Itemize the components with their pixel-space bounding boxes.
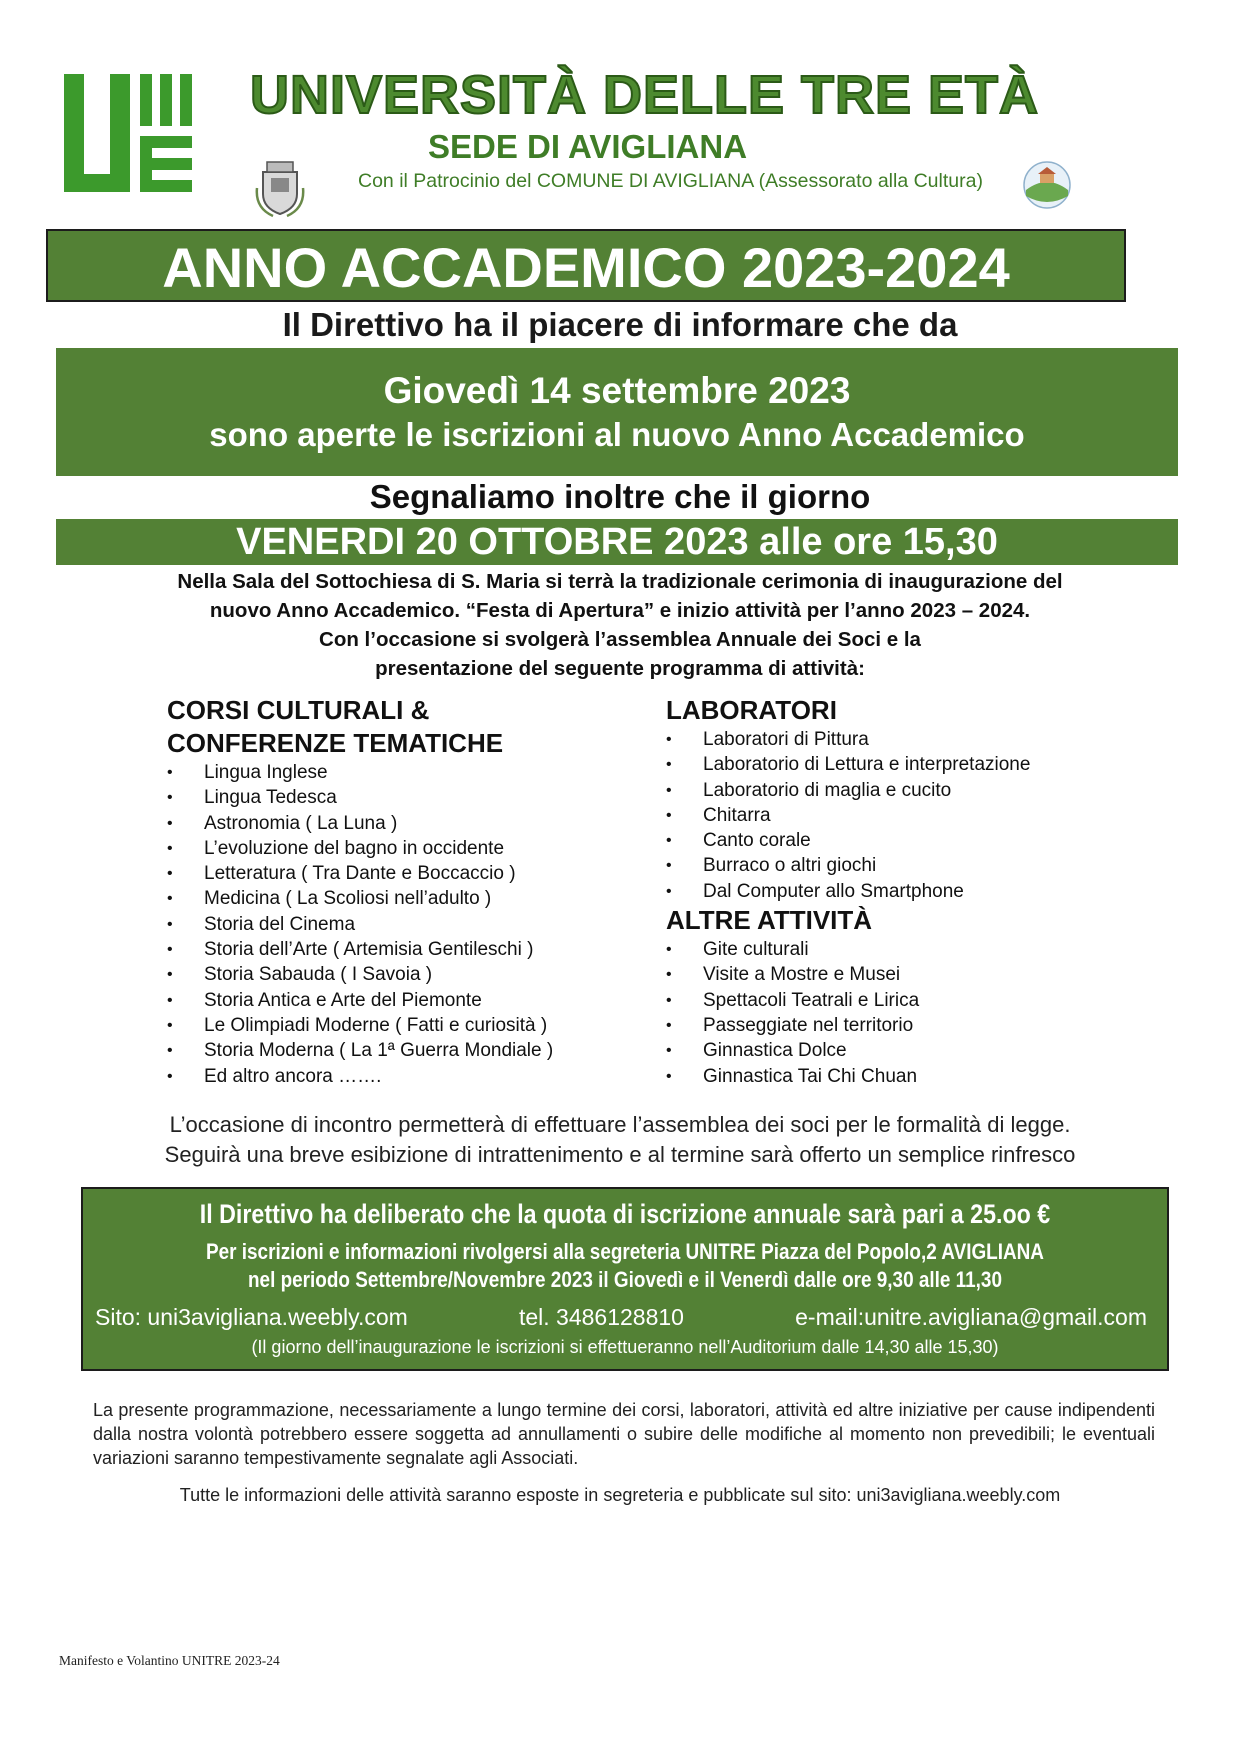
contacts-row: [83, 1304, 1167, 1331]
list-item: • Storia Moderna ( La 1ª Guerra Mondiale ): [167, 1038, 687, 1063]
inauguration-note: (Il giorno dell’inaugurazione le iscrizioni si effettueranno nell’Auditorium dalle 14,30 alle 15,30): [251, 1337, 999, 1357]
patrocinio-text: Con il Patrocinio del COMUNE DI AVIGLIANA (Assessorato alla Cultura): [358, 170, 983, 192]
fee-text: Il Direttivo ha deliberato che la quota di iscrizione annuale sarà pari a 25.oo €: [199, 1199, 1051, 1229]
list-item: • Ginnastica Dolce: [666, 1038, 1186, 1063]
list-item: • Astronomia ( La Luna ): [167, 811, 687, 836]
info-line-1: Per iscrizioni e informazioni rivolgersi alla segreteria UNITRE Piazza del Popolo,2 AVIGLIANA: [206, 1239, 1044, 1264]
list-item: • Le Olimpiadi Moderne ( Fatti e curiosità ): [167, 1013, 687, 1038]
avigliana-seal-icon: [1020, 160, 1074, 210]
academic-year-banner: ANNO ACCADEMICO 2023-2024: [46, 229, 1126, 302]
courses-column: [167, 694, 687, 1089]
list-item: • Storia del Cinema: [167, 912, 687, 937]
final-info-text: Tutte le informazioni delle attività saranno esposte in segreteria e pubblicate sul sito: uni3avigliana.weebly.com: [179, 1485, 1061, 1505]
comune-crest-icon: [253, 158, 307, 218]
segnaliamo-heading: Segnaliamo inoltre che il giorno: [369, 478, 871, 515]
disclaimer-text: La presente programmazione, necessariamente a lungo termine dei corsi, laboratori, attività ed altre iniziative per cause indipendenti dalla nostra volontà potrebbero essere soggetta ad annullamenti o subire delle modifiche al momento non prevedibili; le eventuali variazioni saranno tempestivamente segnalate agli Associati.: [93, 1400, 1155, 1468]
list-item: • Storia Antica e Arte del Piemonte: [167, 988, 687, 1013]
closing-paragraph: [0, 1110, 1240, 1170]
inauguration-date-banner: VENERDI 20 OTTOBRE 2023 alle ore 15,30: [56, 519, 1178, 565]
labs-list: [666, 727, 1186, 904]
courses-heading-2: CONFERENZE TEMATICHE: [167, 728, 504, 758]
courses-heading: CORSI CULTURALI &: [167, 695, 430, 725]
list-item: • Lingua Inglese: [167, 760, 687, 785]
phone-link[interactable]: tel. 3486128810: [518, 1304, 684, 1330]
website-link[interactable]: Sito: uni3avigliana.weebly.com: [95, 1304, 408, 1330]
labs-heading: LABORATORI: [666, 695, 837, 725]
footer-text: Manifesto e Volantino UNITRE 2023-24: [59, 1653, 280, 1668]
list-item: • Laboratori di Pittura: [666, 727, 1186, 752]
list-item: • Storia Sabauda ( I Savoia ): [167, 962, 687, 987]
description-line: nuovo Anno Accademico. “Festa di Apertura” e inizio attività per l’anno 2023 – 2024.: [209, 599, 1031, 622]
list-item: • L’evoluzione del bagno in occidente: [167, 836, 687, 861]
list-item: • Lingua Tedesca: [167, 785, 687, 810]
sede-subtitle: SEDE DI AVIGLIANA: [428, 128, 748, 165]
description-paragraph: [60, 567, 1180, 683]
description-line: presentazione del seguente programma di attività:: [375, 657, 865, 680]
list-item: • Ginnastica Tai Chi Chuan: [666, 1064, 1186, 1089]
courses-list: [167, 760, 687, 1089]
list-item: • Passeggiate nel territorio: [666, 1013, 1186, 1038]
list-item: • Chitarra: [666, 803, 1186, 828]
list-item: • Gite culturali: [666, 937, 1186, 962]
info-box: [81, 1187, 1169, 1371]
description-line: Con l’occasione si svolgerà l’assemblea Annuale dei Soci e la: [319, 628, 921, 651]
description-line: Nella Sala del Sottochiesa di S. Maria si terrà la tradizionale cerimonia di inaugurazione del: [177, 570, 1063, 593]
list-item: • Storia dell’Arte ( Artemisia Gentileschi ): [167, 937, 687, 962]
list-item: • Visite a Mostre e Musei: [666, 962, 1186, 987]
other-activities-heading: ALTRE ATTIVITÀ: [666, 905, 873, 936]
list-item: • Letteratura ( Tra Dante e Boccaccio ): [167, 861, 687, 886]
list-item: • Spettacoli Teatrali e Lirica: [666, 988, 1186, 1013]
list-item: • Laboratorio di maglia e cucito: [666, 778, 1186, 803]
list-item: • Ed altro ancora …….: [167, 1064, 687, 1089]
closing-line: L’occasione di incontro permetterà di effettuare l’assemblea dei soci per le formalità di legge.: [169, 1112, 1071, 1137]
unitre-logo-icon: [58, 70, 208, 196]
closing-line: Seguirà una breve esibizione di intrattenimento e al termine sarà offerto un semplice rinfresco: [164, 1142, 1076, 1167]
other-activities-list: [666, 937, 1186, 1089]
registration-box: [56, 348, 1178, 476]
intro-heading: Il Direttivo ha il piacere di informare che da: [282, 306, 958, 343]
list-item: • Dal Computer allo Smartphone: [666, 879, 1186, 904]
list-item: • Canto corale: [666, 828, 1186, 853]
page-title: UNIVERSITÀ DELLE TRE ETÀ: [250, 65, 1040, 125]
list-item: • Laboratorio di Lettura e interpretazione: [666, 752, 1186, 777]
list-item: • Burraco o altri giochi: [666, 853, 1186, 878]
activities-column: [666, 694, 1186, 1089]
registration-date: Giovedì 14 settembre 2023: [383, 370, 851, 411]
email-link[interactable]: e-mail:unitre.avigliana@gmail.com: [795, 1304, 1147, 1330]
registration-text: sono aperte le iscrizioni al nuovo Anno Accademico: [209, 416, 1025, 453]
list-item: • Medicina ( La Scoliosi nell’adulto ): [167, 886, 687, 911]
info-line-2: nel periodo Settembre/Novembre 2023 il Giovedì e il Venerdì dalle ore 9,30 alle 11,30: [247, 1267, 1002, 1292]
